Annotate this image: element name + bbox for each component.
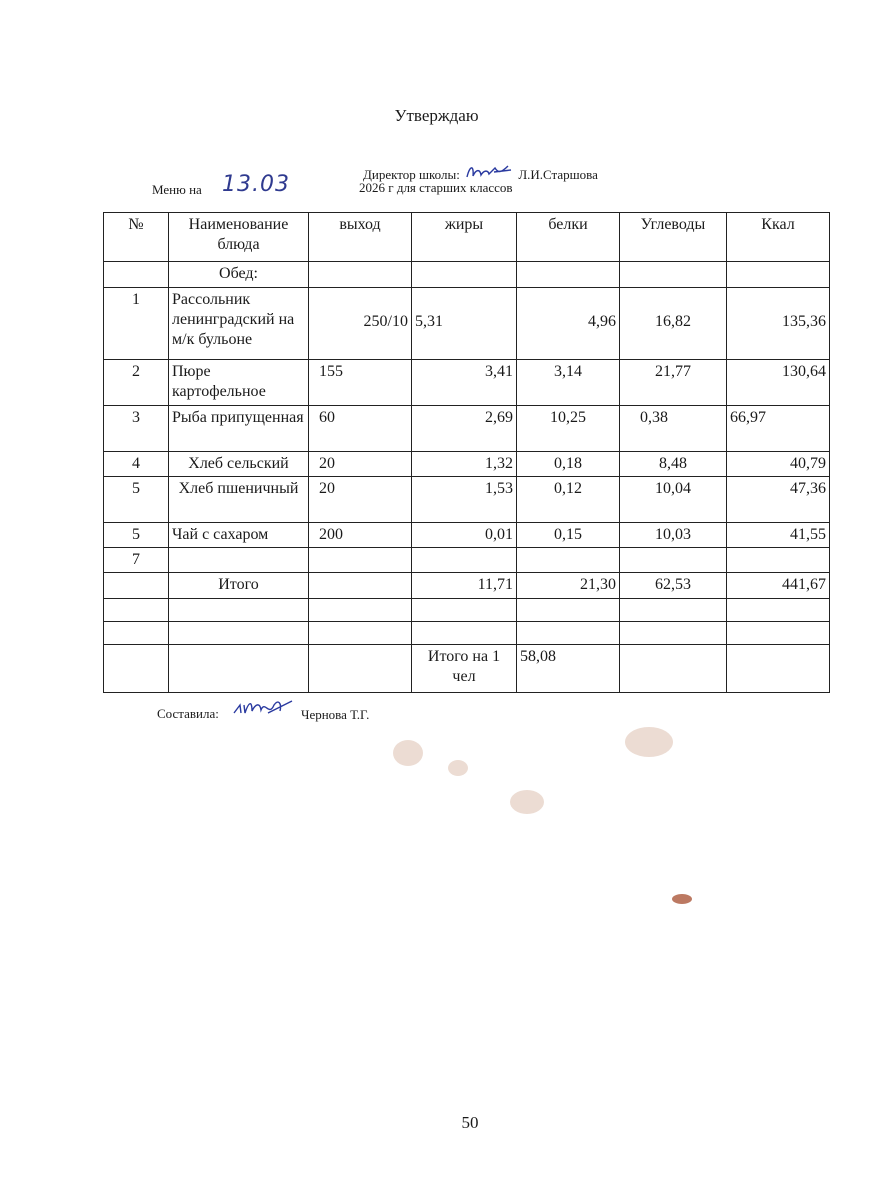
menu-date-handwritten: 13.03: [222, 172, 290, 197]
dish-name: Рассольник ленинградский на м/к бульоне: [169, 288, 309, 360]
dish-fat: 1,53: [412, 477, 517, 523]
dish-carbs: 10,03: [620, 523, 727, 548]
dish-name: Хлеб пшеничный: [169, 477, 309, 523]
director-name: Л.И.Старшова: [518, 167, 598, 182]
table-header-row: [104, 213, 830, 262]
table-row: [104, 360, 830, 406]
dish-kcal: 47,36: [727, 477, 830, 523]
column-header-fat: жиры: [412, 213, 517, 262]
row-number: 5: [104, 523, 169, 548]
dish-carbs: 16,82: [620, 288, 727, 360]
dish-kcal: 40,79: [727, 452, 830, 477]
paper-stain: [510, 790, 544, 814]
dish-protein: 0,15: [517, 523, 620, 548]
paper-stain: [393, 740, 423, 766]
dish-name: Хлеб сельский: [169, 452, 309, 477]
per-person-value: 58,08: [517, 645, 620, 693]
column-header-output: выход: [309, 213, 412, 262]
row-number: 7: [104, 548, 169, 573]
dish-fat: 3,41: [412, 360, 517, 406]
total-protein: 21,30: [517, 573, 620, 599]
dish-carbs: 8,48: [620, 452, 727, 477]
dish-fat: 0,01: [412, 523, 517, 548]
section-label: Обед:: [169, 262, 309, 288]
dish-name: Пюре картофельное: [169, 360, 309, 406]
director-label: Директор школы:: [363, 167, 460, 182]
author-label: Составила:: [157, 706, 219, 721]
column-header-kcal: Ккал: [727, 213, 830, 262]
column-header-dish: Наименование блюда: [169, 213, 309, 262]
dish-output: 60: [309, 406, 412, 452]
column-header-number: №: [104, 213, 169, 262]
dish-fat: 5,31: [412, 288, 517, 360]
dish-name: Рыба припущенная: [169, 406, 309, 452]
dish-carbs: 10,04: [620, 477, 727, 523]
total-row: [104, 573, 830, 599]
dish-carbs: 21,77: [620, 360, 727, 406]
dish-fat: 1,32: [412, 452, 517, 477]
dish-output: 250/10: [309, 288, 412, 360]
dish-output: 20: [309, 452, 412, 477]
empty-row: [104, 622, 830, 645]
dish-kcal: 135,36: [727, 288, 830, 360]
dish-kcal: 41,55: [727, 523, 830, 548]
approval-heading: Утверждаю: [394, 106, 479, 125]
total-kcal: 441,67: [727, 573, 830, 599]
menu-date-label: Меню на: [152, 182, 202, 197]
table-row: [104, 288, 830, 360]
dish-name: Чай с сахаром: [169, 523, 309, 548]
table-row: [104, 406, 830, 452]
row-number: 5: [104, 477, 169, 523]
dish-protein: 0,12: [517, 477, 620, 523]
dish-protein: 10,25: [517, 406, 620, 452]
menu-table: [103, 212, 830, 693]
dish-protein: 0,18: [517, 452, 620, 477]
dish-kcal: 130,64: [727, 360, 830, 406]
column-header-protein: белки: [517, 213, 620, 262]
total-label: Итого: [169, 573, 309, 599]
empty-row: [104, 599, 830, 622]
classes-line: 2026 г для старших классов: [359, 180, 513, 195]
row-number: 2: [104, 360, 169, 406]
total-carbs: 62,53: [620, 573, 727, 599]
table-row: [104, 548, 830, 573]
per-person-row: [104, 645, 830, 693]
dish-kcal: 66,97: [727, 406, 830, 452]
dish-output: 200: [309, 523, 412, 548]
author-signature: [232, 697, 296, 721]
row-number: 3: [104, 406, 169, 452]
dish-output: 155: [309, 360, 412, 406]
paper-stain: [448, 760, 468, 776]
dish-protein: 3,14: [517, 360, 620, 406]
dish-fat: 2,69: [412, 406, 517, 452]
dish-output: 20: [309, 477, 412, 523]
paper-stain: [672, 894, 692, 904]
per-person-label: Итого на 1 чел: [412, 645, 517, 693]
author-name: Чернова Т.Г.: [301, 707, 370, 722]
row-number: 1: [104, 288, 169, 360]
column-header-carbs: Углеводы: [620, 213, 727, 262]
dish-carbs: 0,38: [620, 406, 727, 452]
table-row: [104, 477, 830, 523]
page-number: 50: [461, 1113, 479, 1132]
row-number: 4: [104, 452, 169, 477]
section-row: [104, 262, 830, 288]
table-row: [104, 452, 830, 477]
dish-protein: 4,96: [517, 288, 620, 360]
paper-stain: [625, 727, 673, 757]
total-fat: 11,71: [412, 573, 517, 599]
table-row: [104, 523, 830, 548]
